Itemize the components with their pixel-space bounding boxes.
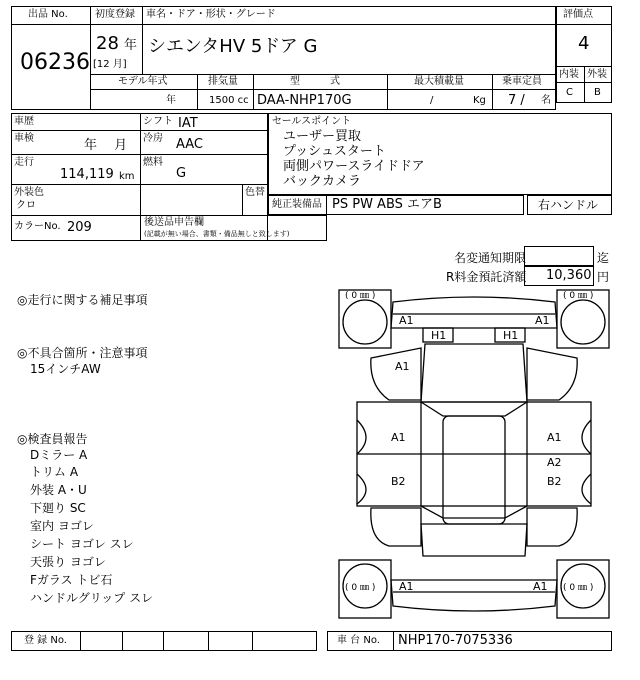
recycle-value: 10,360 — [546, 268, 592, 283]
defect-item: 15インチAW — [30, 362, 101, 376]
inspector-item: 外装 A・U — [30, 483, 87, 497]
interior-grade: C — [566, 87, 573, 98]
sales-point-2: プッシュスタート — [283, 144, 386, 159]
mark-left-front-door: A1 — [391, 431, 406, 444]
type-label: 型 式 — [290, 76, 340, 87]
recycle-unit: 円 — [597, 270, 610, 284]
model-year-unit: 年 — [166, 95, 176, 106]
first-reg-label: 初度登録 — [95, 9, 135, 20]
ac-value: AAC — [176, 137, 203, 152]
displacement-label: 排気量 — [208, 76, 238, 87]
inspector-item: トリム A — [30, 465, 79, 479]
inspector-item: 室内 ヨゴレ — [30, 519, 94, 533]
mark-right-slide-door: A2 — [547, 456, 562, 469]
max-load-label: 最大積載量 — [414, 76, 464, 87]
car-name-label: 車名・ドア・形状・グレード — [146, 9, 276, 20]
lot-label: 出品 No. — [28, 9, 68, 20]
displacement-value: 1500 cc — [209, 95, 249, 106]
shift-value: IAT — [178, 116, 198, 131]
interior-label: 内装 — [559, 69, 579, 80]
inspection-label: 車検 — [14, 133, 34, 144]
tire-depth-bottom-right: ( 0 ㎜ ) — [563, 583, 594, 593]
mark-front-bumper-right: A1 — [535, 314, 550, 327]
rating-value: 4 — [578, 33, 590, 54]
exterior-label: 外装 — [587, 69, 607, 80]
mark-right-front-door: A1 — [547, 431, 562, 444]
fuel-label: 燃料 — [143, 157, 163, 168]
reg-year-unit: 年 — [124, 38, 138, 53]
lot-number: 06236 — [20, 50, 90, 75]
sales-point-3: 両側パワースライドドア — [283, 159, 425, 174]
capacity-label: 乗車定員 — [502, 76, 542, 87]
car-damage-diagram — [335, 288, 613, 622]
history-label: 車歴 — [14, 116, 34, 127]
chassis-number: NHP170-7075336 — [398, 633, 513, 648]
inspection-value: 年 月 — [84, 138, 128, 153]
color-no-label: カラーNo. — [14, 221, 61, 232]
color-no-value: 209 — [67, 220, 92, 235]
inspector-item: 天張り ヨゴレ — [30, 555, 106, 569]
mileage-unit: km — [119, 171, 135, 182]
equipment-label: 純正装備品 — [272, 199, 322, 210]
inspector-item: Dミラー A — [30, 448, 88, 462]
chassis-label: 車 台 No. — [337, 635, 380, 646]
reg-year: 28 — [96, 33, 119, 54]
mark-left-rear: B2 — [391, 475, 406, 488]
mark-rear-bumper-left: A1 — [399, 580, 414, 593]
aftermarket-label: 後送品申告欄 — [144, 217, 204, 228]
exterior-grade: B — [594, 87, 601, 98]
name-change-box — [524, 246, 594, 266]
reg-month: [12 月] — [93, 59, 127, 70]
mark-hood: A1 — [395, 360, 410, 373]
model-year-label: モデル年式 — [118, 76, 168, 87]
aftermarket-note: (記載が無い場合、書類・備品無しと致します) — [144, 230, 290, 238]
mark-rear-bumper-right: A1 — [533, 580, 548, 593]
equipment-value: PS PW ABS エアB — [332, 197, 442, 212]
defects-title: ◎不具合箇所・注意事項 — [17, 346, 148, 360]
fuel-value: G — [176, 166, 187, 181]
steering-value: 右ハンドル — [538, 198, 599, 212]
color-label: 外装色 — [14, 187, 44, 198]
capacity-value: 7 / — [508, 93, 525, 108]
mark-headlight-right: H1 — [503, 329, 519, 342]
mark-right-rear: B2 — [547, 475, 562, 488]
inspector-item: シート ヨゴレ スレ — [30, 537, 134, 551]
tire-depth-top-right: ( 0 ㎜ ) — [563, 291, 594, 301]
mileage-label: 走行 — [14, 157, 34, 168]
shift-label: シフト — [143, 116, 173, 127]
rating-label: 評価点 — [563, 9, 593, 20]
max-load-unit: Kg — [473, 95, 486, 106]
inspector-title: ◎検査員報告 — [17, 432, 88, 446]
name-change-label: 名変通知期限 — [454, 251, 527, 265]
color-value: クロ — [16, 200, 36, 211]
mark-front-bumper-left: A1 — [399, 314, 414, 327]
car-name: シエンタHV 5ドア G — [148, 36, 318, 57]
tire-depth-bottom-left: ( 0 ㎜ ) — [345, 583, 376, 593]
max-load-value: / — [430, 95, 434, 106]
mark-headlight-left: H1 — [431, 329, 447, 342]
driving-notes-title: ◎走行に関する補足事項 — [17, 293, 148, 307]
mileage-value: 114,119 — [60, 167, 114, 182]
sales-point-4: バックカメラ — [283, 174, 362, 189]
inspector-item: Fガラス トビ石 — [30, 573, 113, 587]
recycle-label: R料金預託済額 — [446, 270, 527, 284]
inspector-item: 下廻り SC — [30, 501, 86, 515]
tire-depth-top-left: ( 0 ㎜ ) — [345, 291, 376, 301]
ac-label: 冷房 — [143, 133, 163, 144]
name-change-unit: 迄 — [597, 251, 610, 265]
sales-point-label: セールスポイント — [272, 116, 352, 127]
inspector-item: ハンドルグリップ スレ — [30, 591, 154, 605]
repaint-label: 色替 — [245, 187, 265, 198]
type-value: DAA-NHP170G — [257, 93, 352, 108]
sales-point-1: ユーザー買取 — [283, 129, 362, 144]
reg-no-label: 登 録 No. — [24, 635, 67, 646]
capacity-unit: 名 — [541, 95, 551, 106]
